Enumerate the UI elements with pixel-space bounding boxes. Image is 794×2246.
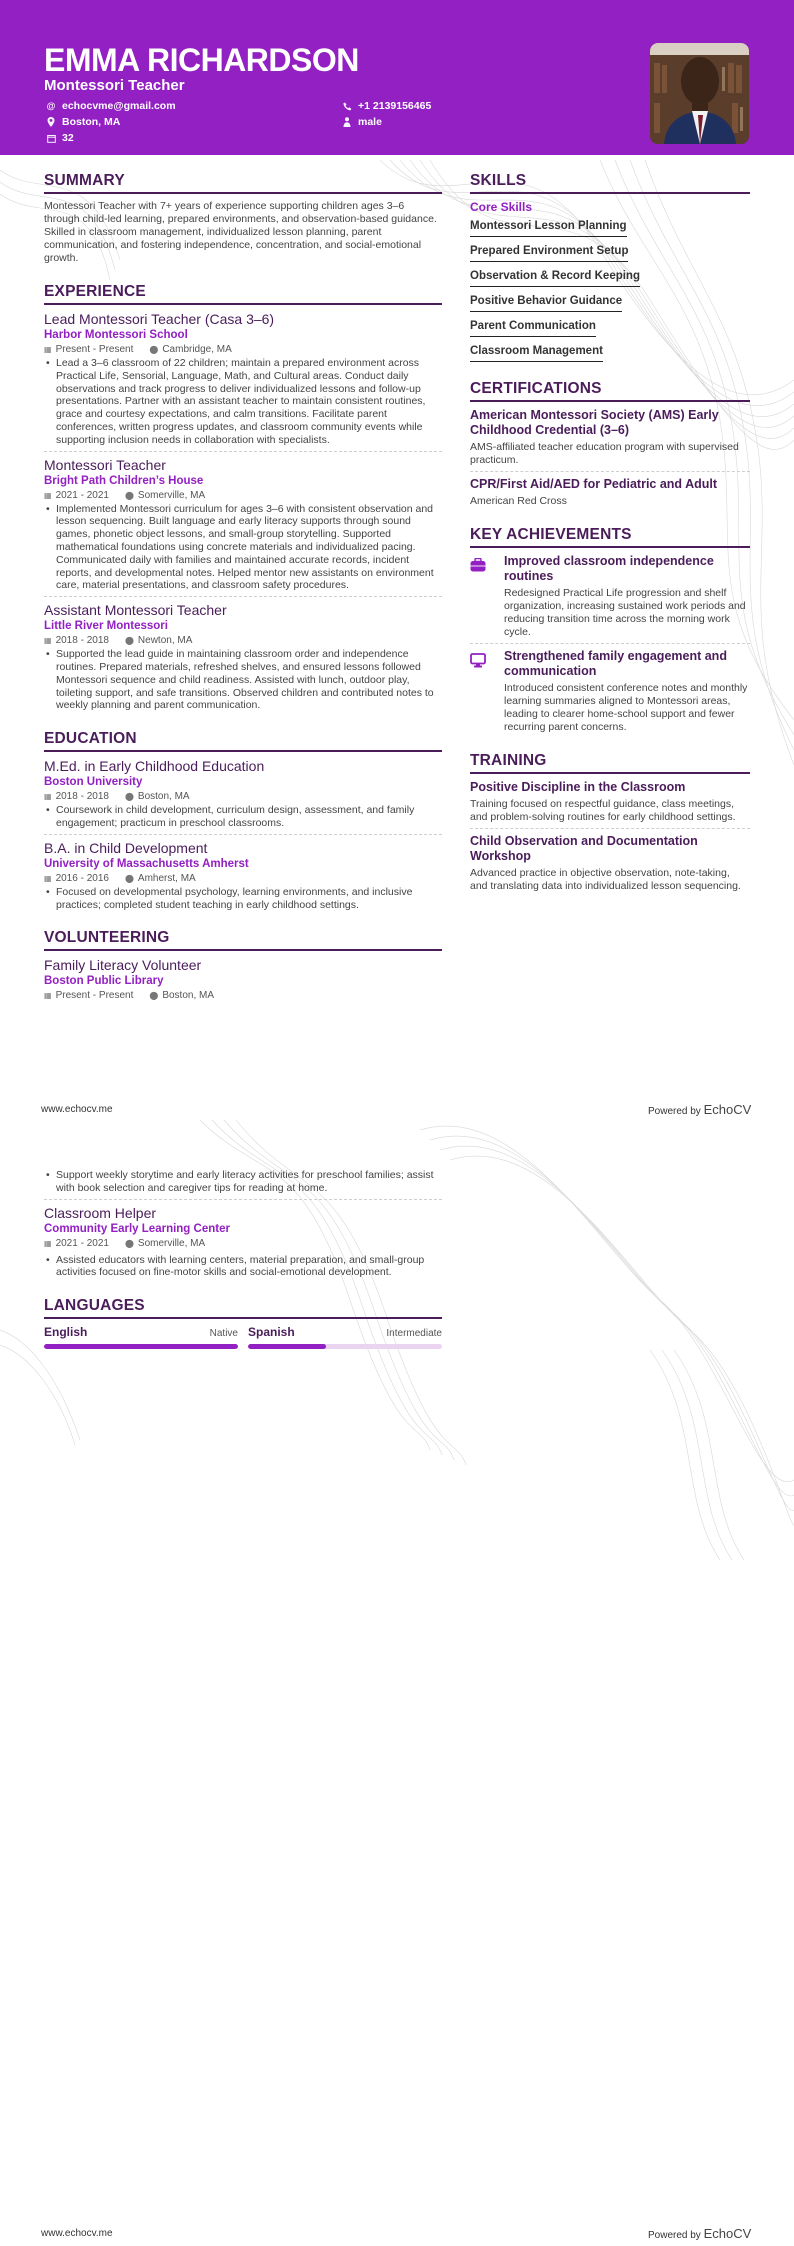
volunteer-role: Classroom Helper bbox=[44, 1204, 157, 1221]
certification-title: American Montessori Society (AMS) Early Childhood Credential (3–6) bbox=[470, 408, 719, 437]
achievement-desc: Redesigned Practical Life progression and shelf organization, increasing sustained work periods and reducing transition time across the morning work cycle. bbox=[504, 587, 746, 638]
language-name: English bbox=[44, 1325, 88, 1340]
calendar-icon: ▦ bbox=[44, 1238, 52, 1248]
employer-name: Little River Montessori bbox=[44, 620, 168, 633]
entry-meta bbox=[44, 489, 442, 502]
entry-bullet: • Focused on developmental psychology, learning environments, and inclusive practices; completed student teaching in early childhood settings. bbox=[44, 886, 442, 912]
footer-website-link[interactable]: www.echocv.me bbox=[41, 2228, 113, 2239]
volunteering-heading: VOLUNTEERING bbox=[44, 929, 442, 951]
language-proficiency-bar bbox=[248, 1344, 442, 1349]
entry-bullet: • Coursework in child development, curriculum design, assessment, and family engagement; practicum in preschool classrooms. bbox=[44, 804, 442, 830]
brand-name: EchoCV bbox=[703, 1102, 752, 1117]
person-icon bbox=[342, 117, 352, 127]
email-text: echocvme@gmail.com bbox=[62, 100, 176, 112]
entry-location: Amherst, MA bbox=[137, 872, 196, 884]
right-column bbox=[470, 172, 750, 893]
achievement-entry bbox=[470, 649, 750, 734]
entry-bullet: • Lead a 3–6 classroom of 22 children; maintain a prepared environment across Practical Life, Sensorial, Language, Math, and Cultural areas. Conduct daily observations and track progress to deliver individualized lessons and follow-up presentations. Partner with an assistant teacher to maintain consistent routines, grace and courtesy expectations, and calm transitions. Facilitate parent conferences, written progress updates, and classroom community events while supporting inclusion needs in collaboration with specialists. bbox=[44, 357, 442, 447]
volunteering-entry bbox=[44, 957, 442, 1002]
training-desc: Training focused on respectful guidance, class meetings, and problem-solving routines for early childhood settings. bbox=[470, 798, 736, 823]
language-item bbox=[44, 1325, 238, 1349]
footer-website-link[interactable]: www.echocv.me bbox=[41, 1104, 113, 1115]
entry-bullet: • Assisted educators with learning centers, material preparation, and small-group activities focused on fine-motor skills and social-emotional development. bbox=[44, 1254, 442, 1280]
volunteer-role: Family Literacy Volunteer bbox=[44, 957, 202, 974]
skill-item: Observation & Record Keeping bbox=[470, 268, 640, 287]
contact-gender bbox=[342, 116, 382, 128]
footer-powered-by[interactable] bbox=[648, 1102, 751, 1117]
entry-bullet: • Support weekly storytime and early literacy activities for preschool families; assist with book selection and caregiver tips for reading at home. bbox=[44, 1169, 442, 1195]
training-entry bbox=[470, 780, 750, 824]
entry-meta bbox=[44, 872, 442, 885]
language-item bbox=[248, 1325, 442, 1349]
gender-text: male bbox=[358, 116, 382, 128]
training-heading: TRAINING bbox=[470, 752, 750, 774]
language-name: Spanish bbox=[248, 1325, 295, 1340]
powered-by-label: Powered by bbox=[648, 1106, 701, 1117]
location-text: Boston, MA bbox=[62, 116, 121, 128]
entry-meta bbox=[44, 790, 442, 803]
entry-divider bbox=[44, 1199, 442, 1200]
achievements-section bbox=[470, 526, 750, 734]
summary-text: Montessori Teacher with 7+ years of experience supporting children ages 3–6 through child-led learning, prepared environments, and observation-based guidance. Skilled in classroom management, individualized lesson planning, parent communication, and fostering independence, concentration, and social-emotional growth. bbox=[44, 200, 437, 264]
certification-title: CPR/First Aid/AED for Pediatric and Adult bbox=[470, 477, 718, 491]
training-entry bbox=[470, 834, 750, 893]
phone-text: +1 2139156465 bbox=[358, 100, 432, 112]
job-title: Lead Montessori Teacher (Casa 3–6) bbox=[44, 311, 275, 327]
skills-section bbox=[470, 172, 750, 366]
achievement-title: Strengthened family engagement and communication bbox=[504, 649, 727, 678]
map-pin-icon: ⬤ bbox=[124, 873, 134, 883]
volunteer-org: Community Early Learning Center bbox=[44, 1222, 230, 1235]
age-text: 32 bbox=[62, 132, 74, 144]
summary-heading: SUMMARY bbox=[44, 172, 442, 194]
job-title: Montessori Teacher bbox=[44, 456, 166, 473]
degree-title: M.Ed. in Early Childhood Education bbox=[44, 758, 265, 775]
entry-dates: 2018 - 2018 bbox=[55, 791, 109, 803]
calendar-icon: ▦ bbox=[44, 873, 52, 883]
entry-divider bbox=[470, 828, 750, 829]
achievement-desc: Introduced consistent conference notes and monthly learning summaries aligned to Montessori areas, leading to clearer home-school support and fewer recurring parent concerns. bbox=[504, 682, 748, 733]
entry-meta bbox=[44, 989, 442, 1002]
languages-heading: LANGUAGES bbox=[44, 1297, 442, 1319]
entry-dates: 2016 - 2016 bbox=[55, 872, 109, 884]
left-column-page-2 bbox=[44, 1168, 442, 1349]
contact-age bbox=[46, 132, 74, 144]
skills-group-label: Core Skills bbox=[470, 200, 533, 214]
profile-photo bbox=[650, 43, 749, 144]
entry-location: Somerville, MA bbox=[137, 1237, 206, 1249]
language-level: Intermediate bbox=[386, 1328, 442, 1340]
entry-location: Somerville, MA bbox=[137, 489, 206, 501]
experience-entry bbox=[44, 602, 442, 712]
powered-by-label: Powered by bbox=[648, 2230, 701, 2241]
calendar-icon: ▦ bbox=[44, 792, 52, 802]
training-title: Positive Discipline in the Classroom bbox=[470, 780, 686, 794]
experience-heading: EXPERIENCE bbox=[44, 283, 442, 305]
education-entry bbox=[44, 758, 442, 830]
entry-dates: Present - Present bbox=[55, 990, 134, 1002]
volunteering-entry bbox=[44, 1205, 442, 1280]
at-icon: @ bbox=[46, 101, 56, 111]
contact-location bbox=[46, 116, 120, 128]
phone-icon bbox=[342, 102, 352, 111]
education-entry bbox=[44, 840, 442, 912]
map-pin-icon: ⬤ bbox=[124, 490, 134, 500]
certification-desc: AMS-affiliated teacher education program with supervised practicum. bbox=[470, 441, 739, 466]
language-level: Native bbox=[209, 1328, 238, 1340]
skills-heading: SKILLS bbox=[470, 172, 750, 194]
contact-email[interactable] bbox=[46, 100, 176, 112]
briefcase-icon bbox=[470, 554, 492, 639]
map-pin-icon bbox=[46, 117, 56, 127]
calendar-icon: ▦ bbox=[44, 991, 52, 1001]
calendar-icon: ▦ bbox=[44, 636, 52, 646]
volunteering-section bbox=[44, 929, 442, 1002]
map-pin-icon: ⬤ bbox=[124, 636, 134, 646]
entry-location: Boston, MA bbox=[137, 791, 190, 803]
entry-meta bbox=[44, 634, 442, 647]
skill-item: Positive Behavior Guidance bbox=[470, 293, 622, 312]
calendar-icon bbox=[46, 134, 56, 143]
entry-location: Newton, MA bbox=[137, 635, 193, 647]
entry-meta bbox=[44, 343, 442, 356]
employer-name: Bright Path Children’s House bbox=[44, 474, 204, 487]
resume-header bbox=[0, 0, 794, 155]
entry-divider bbox=[44, 451, 442, 452]
training-desc: Advanced practice in objective observation, note-taking, and translating data into individualized lesson sequencing. bbox=[470, 867, 741, 892]
entry-dates: Present - Present bbox=[55, 344, 134, 355]
training-section bbox=[470, 752, 750, 893]
certification-desc: American Red Cross bbox=[470, 495, 567, 507]
experience-entry bbox=[44, 311, 442, 447]
achievements-heading: KEY ACHIEVEMENTS bbox=[470, 526, 750, 548]
entry-dates: 2021 - 2021 bbox=[55, 489, 109, 501]
language-proficiency-bar bbox=[44, 1344, 238, 1349]
map-pin-icon: ⬤ bbox=[149, 991, 159, 1001]
map-pin-icon: ⬤ bbox=[149, 345, 159, 354]
certification-entry bbox=[470, 408, 750, 467]
entry-divider bbox=[470, 643, 750, 644]
school-name: Boston University bbox=[44, 776, 143, 789]
brand-name: EchoCV bbox=[703, 2226, 752, 2241]
left-column-page-1 bbox=[44, 172, 442, 1002]
employer-name: Harbor Montessori School bbox=[44, 329, 188, 341]
education-heading: EDUCATION bbox=[44, 730, 442, 752]
entry-divider bbox=[470, 471, 750, 472]
certification-entry bbox=[470, 477, 750, 508]
certifications-heading: CERTIFICATIONS bbox=[470, 380, 750, 402]
skill-item: Montessori Lesson Planning bbox=[470, 218, 627, 237]
languages-section bbox=[44, 1297, 442, 1349]
summary-section bbox=[44, 172, 442, 265]
entry-divider bbox=[44, 596, 442, 597]
experience-section bbox=[44, 283, 442, 712]
candidate-name: EMMA RICHARDSON bbox=[44, 42, 359, 78]
map-pin-icon: ⬤ bbox=[124, 792, 134, 802]
degree-title: B.A. in Child Development bbox=[44, 839, 208, 856]
calendar-icon: ▦ bbox=[44, 490, 52, 500]
training-title: Child Observation and Documentation Workshop bbox=[470, 834, 698, 863]
school-name: University of Massachusetts Amherst bbox=[44, 857, 249, 870]
achievement-title: Improved classroom independence routines bbox=[504, 554, 714, 583]
entry-bullet: • Supported the lead guide in maintaining classroom order and independence routines. Prepared materials, refreshed shelves, and ensured lessons followed Montessori sequence and child readiness. Assisted with lunch, outdoor play, toileting support, and safe transitions. Observed children and contributed notes to weekly planning and parent communication. bbox=[44, 648, 442, 712]
candidate-role: Montessori Teacher bbox=[44, 77, 185, 94]
monitor-icon bbox=[470, 649, 492, 734]
job-title: Assistant Montessori Teacher bbox=[44, 602, 227, 619]
education-section bbox=[44, 730, 442, 911]
certifications-section bbox=[470, 380, 750, 508]
volunteer-org: Boston Public Library bbox=[44, 975, 164, 988]
entry-dates: 2021 - 2021 bbox=[55, 1237, 109, 1249]
skill-item: Prepared Environment Setup bbox=[470, 243, 628, 262]
entry-divider bbox=[44, 834, 442, 835]
entry-meta bbox=[44, 1237, 442, 1250]
skill-item: Parent Communication bbox=[470, 318, 596, 337]
map-pin-icon: ⬤ bbox=[124, 1238, 134, 1248]
footer-powered-by[interactable] bbox=[648, 2226, 751, 2241]
entry-location: Cambridge, MA bbox=[162, 344, 232, 355]
calendar-icon: ▦ bbox=[44, 345, 52, 354]
entry-dates: 2018 - 2018 bbox=[55, 635, 109, 647]
contact-phone[interactable] bbox=[342, 100, 431, 112]
skill-item: Classroom Management bbox=[470, 343, 603, 362]
achievement-entry bbox=[470, 554, 750, 639]
entry-location: Boston, MA bbox=[162, 990, 215, 1002]
experience-entry bbox=[44, 457, 442, 593]
entry-bullet: • Implemented Montessori curriculum for ages 3–6 with consistent observation and lesson sequencing. Built language and early literacy supports through sound games, phonetic object lessons, and small-group storytelling. Supported mathematical foundations using concrete materials and individualized pacing. Communicated daily with families and maintained accurate records, incident reports, and developmental notes. Helped mentor new assistants on environment care, material presentations, and classroom safety procedures. bbox=[44, 503, 442, 593]
